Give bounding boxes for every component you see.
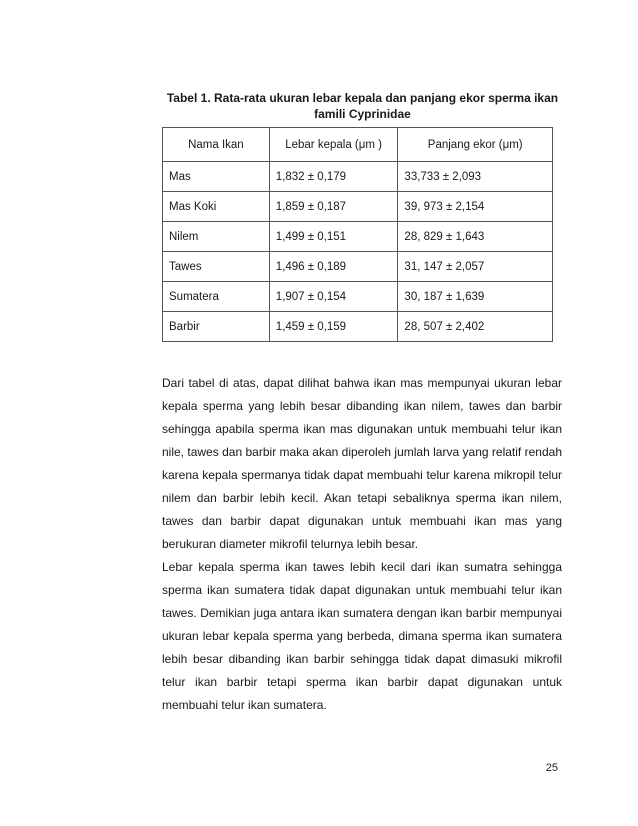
- table-row: [163, 162, 553, 192]
- table-row: [163, 312, 553, 342]
- table-row: [163, 252, 553, 282]
- cell-nama-ikan: Mas: [163, 162, 270, 192]
- cell-lebar-kepala: 1,859 ± 0,187: [269, 192, 398, 222]
- cell-nama-ikan: Sumatera: [163, 282, 270, 312]
- cell-nama-ikan: Mas Koki: [163, 192, 270, 222]
- cell-nama-ikan: Tawes: [163, 252, 270, 282]
- header-lebar-kepala: Lebar kepala (μm ): [269, 128, 398, 162]
- paragraph-2: Lebar kepala sperma ikan tawes lebih kecil dari ikan sumatra sehingga sperma ikan sumatera tidak dapat digunakan untuk membuahi telur ikan tawes. Demikian juga antara ikan sumatera dengan ikan barbir mempunyai ukuran lebar kepala sperma yang berbeda, dimana sperma ikan sumatera lebih besar dibanding ikan barbir sehingga tidak dapat dimasuki mikrofil telur ikan barbir tetapi sperma ikan barbir dapat digunakan untuk membuahi telur ikan sumatera.: [162, 560, 562, 712]
- sperm-size-table: [162, 127, 553, 342]
- cell-nama-ikan: Barbir: [163, 312, 270, 342]
- table-row: [163, 192, 553, 222]
- caption-line-1: Tabel 1. Rata-rata ukuran lebar kepala dan panjang ekor sperma ikan: [166, 91, 559, 105]
- cell-panjang-ekor: 31, 147 ± 2,057: [398, 252, 553, 282]
- cell-nama-ikan: Nilem: [163, 222, 270, 252]
- cell-panjang-ekor: 33,733 ± 2,093: [398, 162, 553, 192]
- cell-lebar-kepala: 1,496 ± 0,189: [269, 252, 398, 282]
- table-caption: [160, 90, 565, 122]
- cell-lebar-kepala: 1,907 ± 0,154: [269, 282, 398, 312]
- cell-panjang-ekor: 28, 507 ± 2,402: [398, 312, 553, 342]
- table-header-row: [163, 128, 553, 162]
- table-row: [163, 282, 553, 312]
- page-number: 25: [545, 762, 558, 774]
- cell-lebar-kepala: 1,832 ± 0,179: [269, 162, 398, 192]
- cell-panjang-ekor: 30, 187 ± 1,639: [398, 282, 553, 312]
- paragraph-1: Dari tabel di atas, dapat dilihat bahwa ikan mas mempunyai ukuran lebar kepala sperma yang lebih besar dibanding ikan nilem, tawes dan barbir sehingga apabila sperma ikan mas digunakan untuk membuahi telur ikan nile, tawes dan barbir maka akan diperoleh jumlah larva yang relatif rendah karena kepala spermanya tidak dapat membuahi telur karena mikropil telur nilem dan barbir lebih kecil. Akan tetapi sebaliknya sperma ikan nilem, tawes dan barbir dapat digunakan untuk membuahi ikan mas yang berukuran diameter mikrofil telurnya lebih besar.: [162, 376, 562, 551]
- cell-panjang-ekor: 39, 973 ± 2,154: [398, 192, 553, 222]
- cell-panjang-ekor: 28, 829 ± 1,643: [398, 222, 553, 252]
- cell-lebar-kepala: 1,459 ± 0,159: [269, 312, 398, 342]
- caption-line-2: famili Cyprinidae: [314, 107, 411, 121]
- cell-lebar-kepala: 1,499 ± 0,151: [269, 222, 398, 252]
- header-nama-ikan: Nama Ikan: [163, 128, 270, 162]
- table-row: [163, 222, 553, 252]
- header-panjang-ekor: Panjang ekor (μm): [398, 128, 553, 162]
